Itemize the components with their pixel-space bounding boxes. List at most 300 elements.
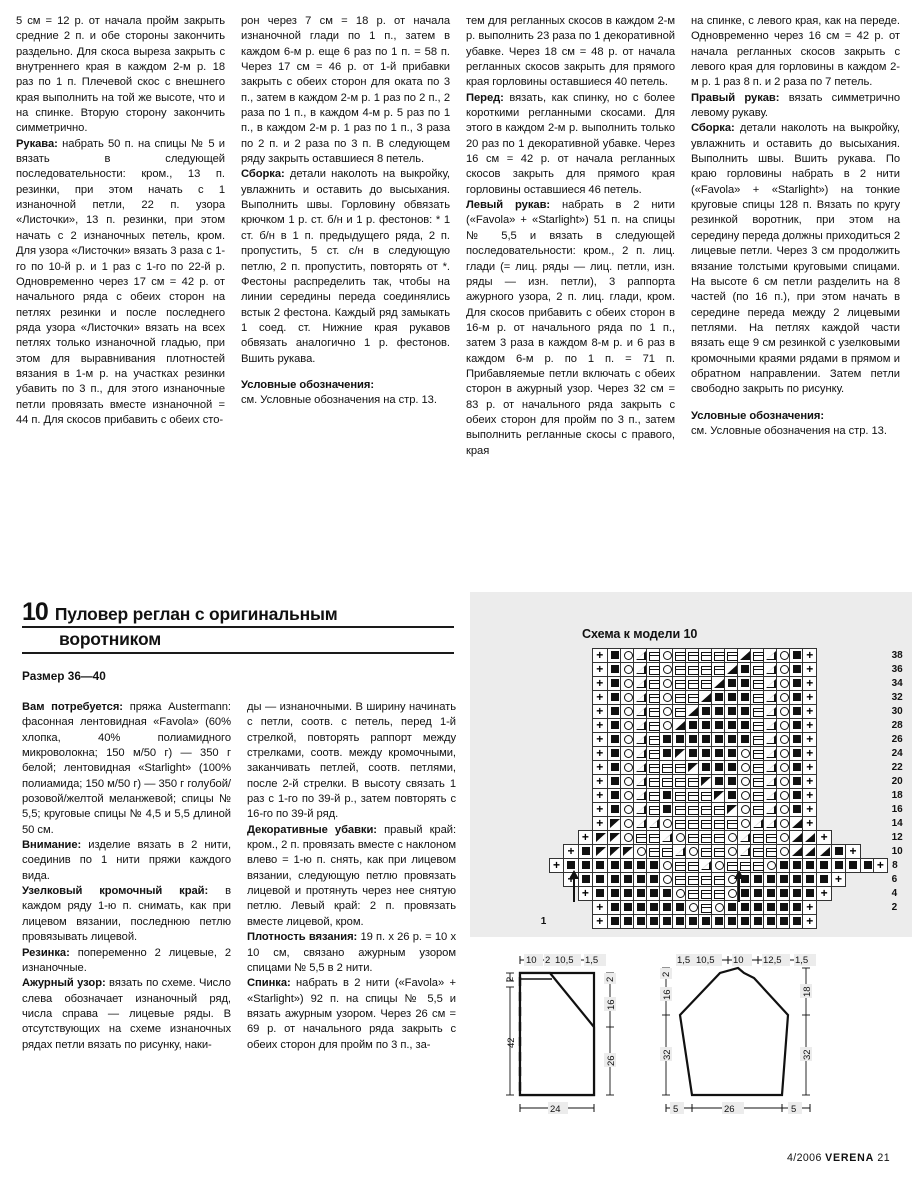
chart-cell-blk (698, 733, 711, 747)
chart-cell-blk (860, 859, 873, 873)
chart-cell-empty (846, 887, 860, 901)
sleeve-top-label-1: 10,5 (696, 955, 715, 966)
chart-cell-blk (607, 803, 620, 817)
chart-cell-o (776, 747, 789, 761)
chart-cell-plus (593, 747, 607, 761)
chart-cell-blk (802, 873, 816, 887)
chart-cell-plus (802, 761, 816, 775)
chart-cell-empty (817, 803, 831, 817)
legend-heading (241, 378, 450, 393)
chart-row-label-right: 32 (891, 692, 903, 703)
chart-cell-bar (750, 859, 763, 873)
chart-cell-blk (776, 901, 789, 915)
chart-cell-tfl (724, 663, 737, 677)
chart-cell-blk (659, 915, 672, 929)
chart-cell-o (620, 677, 633, 691)
paragraph-text: 5 см = 12 р. от начала пройм закрыть средние 2 п. и обе стороны закончить раздельно. Для скоса выреза закрыть с внутреннего края в каждом 2-м р. 18 раз по 1 п. Плечевой скос с внешнего края выполнить на той же высоте, что и на спинке. Вторую сторону закончить симметрично. (16, 15, 225, 135)
chart-cell-empty (860, 789, 873, 803)
chart-cell-bar (685, 873, 698, 887)
chart-cell-trr (633, 691, 646, 705)
chart-cell-blk (607, 761, 620, 775)
chart-cell-bar (633, 831, 646, 845)
chart-cell-blk (607, 747, 620, 761)
chart-cell-o (776, 733, 789, 747)
chart-cell-empty (846, 775, 860, 789)
chart-cell-trr (763, 747, 776, 761)
chart-cell-blk (789, 901, 802, 915)
chart-cell-blk (698, 705, 711, 719)
chart-cell-bar (672, 677, 685, 691)
chart-row-label-left (532, 901, 549, 915)
chart-cell-bar (672, 817, 685, 831)
chart-cell-plus (593, 817, 607, 831)
chart-cell-trr (633, 775, 646, 789)
chart-cell-empty (873, 719, 887, 733)
chart-cell-o (776, 845, 789, 859)
chart-cell-blk (607, 775, 620, 789)
schematic-svg (470, 935, 912, 1135)
chart-cell-o (659, 817, 672, 831)
chart-cell-empty (549, 775, 563, 789)
chart-cell-plus (873, 859, 887, 873)
chart-cell-trr (737, 831, 750, 845)
paragraph-lead: Внимание: (22, 839, 82, 852)
chart-cell-empty (549, 789, 563, 803)
chart-cell-o (685, 845, 698, 859)
chart-cell-blk (789, 859, 802, 873)
chart-row-label-right: 18 (891, 790, 903, 801)
chart-cell-trr (672, 845, 685, 859)
chart-cell-plus (802, 733, 816, 747)
chart-row-label-left (532, 859, 549, 873)
chart-cell-trr (633, 803, 646, 817)
chart-cell-bar (672, 761, 685, 775)
chart-cell-tdr (593, 831, 607, 845)
chart-cell-tdr (685, 761, 698, 775)
chart-cell-o (776, 817, 789, 831)
chart-cell-plus (802, 747, 816, 761)
chart-row (532, 719, 912, 733)
chart-row (532, 761, 912, 775)
chart-cell-empty (549, 761, 563, 775)
chart-cell-trr (737, 845, 750, 859)
chart-cell-blk (698, 915, 711, 929)
chart-cell-o (776, 789, 789, 803)
chart-cell-empty (578, 761, 592, 775)
chart-cell-blk (672, 733, 685, 747)
model-title-line-1: Пуловер реглан с оригинальным (54, 604, 338, 624)
chart-cell-bar (672, 649, 685, 663)
chart-cell-bar (685, 649, 698, 663)
chart-cell-bar (763, 831, 776, 845)
chart-cell-empty (564, 719, 578, 733)
chart-cell-tfl (737, 649, 750, 663)
chart-cell-empty (564, 761, 578, 775)
chart-cell-empty (846, 663, 860, 677)
chart-cell-empty (831, 887, 845, 901)
chart-cell-blk (750, 887, 763, 901)
chart-cell-tdr (607, 831, 620, 845)
chart-cell-empty (846, 803, 860, 817)
chart-cell-blk (646, 859, 659, 873)
chart-cell-blk (831, 859, 845, 873)
chart-cell-blk (711, 705, 724, 719)
chart-cell-tdr (698, 775, 711, 789)
paragraph-lead: Сборка: (691, 122, 735, 135)
chart-cell-blk (698, 747, 711, 761)
chart-cell-bar (685, 859, 698, 873)
chart-cell-blk (711, 733, 724, 747)
chart-cell-bar (646, 705, 659, 719)
legend-heading-text: Условные обозначения: (691, 409, 825, 422)
chart-row-label-right: 8 (892, 860, 898, 871)
chart-cell-bar (750, 663, 763, 677)
chart-cell-trr (763, 705, 776, 719)
chart-row-label-left (532, 691, 549, 705)
back-top-label-3: 1,5 (585, 955, 599, 966)
chart-cell-empty (578, 719, 592, 733)
chart-cell-empty (831, 901, 845, 915)
chart-cell-empty (831, 817, 845, 831)
chart-cell-blk (607, 677, 620, 691)
chart-cell-plus (802, 789, 816, 803)
chart-cell-blk (776, 887, 789, 901)
sleeve-top-label-0: 1,5 (677, 955, 691, 966)
chart-cell-bar (646, 719, 659, 733)
chart-cell-bar (750, 747, 763, 761)
chart-cell-blk (659, 803, 672, 817)
chart-cell-trr (763, 733, 776, 747)
chart-cell-empty (564, 747, 578, 761)
chart-cell-empty (549, 747, 563, 761)
chart-row-label-right: 6 (891, 874, 898, 885)
chart-cell-empty (549, 817, 563, 831)
chart-cell-empty (873, 803, 887, 817)
chart-cell-blk (711, 691, 724, 705)
chart-cell-plus (593, 915, 607, 929)
chart-cell-blk (737, 705, 750, 719)
chart-cell-blk (633, 859, 646, 873)
model-heading-line-1 (22, 600, 454, 628)
legend-body (691, 424, 900, 439)
chart-cell-trr (763, 677, 776, 691)
chart-cell-empty (860, 803, 873, 817)
chart-cell-empty (846, 719, 860, 733)
chart-cell-blk (633, 887, 646, 901)
chart-cell-empty (831, 733, 845, 747)
chart-cell-o (620, 649, 633, 663)
chart-cell-o (659, 691, 672, 705)
chart-cell-tdr (672, 747, 685, 761)
chart-cell-blk (789, 915, 802, 929)
chart-cell-empty (831, 915, 845, 929)
legend-body (241, 393, 450, 408)
chart-row-label-right: 22 (891, 762, 903, 773)
chart-cell-blk (578, 873, 592, 887)
chart-cell-blk (737, 691, 750, 705)
chart-cell-blk (831, 845, 845, 859)
chart-cell-empty (873, 789, 887, 803)
model-text-column-2 (247, 700, 456, 1150)
chart-cell-blk (802, 887, 816, 901)
chart-cell-empty (860, 775, 873, 789)
chart-cell-bar (698, 845, 711, 859)
legend-heading (691, 409, 900, 424)
chart-cell-bar (724, 817, 737, 831)
model-number: 10 (22, 598, 48, 626)
sleeve-bottom-label-0: 5 (673, 1104, 679, 1115)
chart-cell-blk (817, 873, 831, 887)
chart-cell-bar (711, 803, 724, 817)
chart-cell-bar (698, 677, 711, 691)
chart-cell-o (620, 775, 633, 789)
chart-row (532, 747, 912, 761)
chart-cell-blk (737, 915, 750, 929)
paragraph-lead: Спинка: (247, 977, 291, 990)
paragraph-lead: Правый рукав: (691, 91, 780, 104)
chart-cell-bar (698, 831, 711, 845)
chart-row (532, 901, 912, 915)
chart-cell-o (776, 803, 789, 817)
paragraph (22, 946, 231, 977)
paragraph-text: вязать по схеме. Число слева обозначает изнаночный ряд, числа справа — лицевые ряды. В отсутствующих на схеме изнаночных рядах петли вязать по рисунку, наки- (22, 977, 231, 1051)
chart-cell-empty (860, 663, 873, 677)
chart-cell-bar (698, 803, 711, 817)
chart-cell-empty (564, 677, 578, 691)
chart-cell-bar (750, 719, 763, 733)
chart-cell-empty (831, 691, 845, 705)
chart-cell-blk (763, 915, 776, 929)
chart-cell-o (659, 719, 672, 733)
chart-cell-empty (831, 677, 845, 691)
chart-cell-bar (711, 831, 724, 845)
chart-cell-plus (593, 775, 607, 789)
chart-cell-bar (711, 873, 724, 887)
chart-cell-empty (873, 649, 887, 663)
paragraph (241, 14, 450, 167)
chart-cell-empty (817, 915, 831, 929)
chart-cell-blk (737, 733, 750, 747)
paragraph-lead: Левый рукав: (466, 199, 551, 212)
sleeve-top-label-3: 12,5 (763, 955, 782, 966)
chart-cell-empty (873, 831, 887, 845)
chart-cell-bar (672, 859, 685, 873)
chart-cell-blk (659, 733, 672, 747)
chart-cell-blk (789, 663, 802, 677)
paragraph (466, 14, 675, 91)
chart-cell-trr (633, 747, 646, 761)
chart-cell-empty (564, 775, 578, 789)
footer-issue: 4/2006 (786, 1152, 822, 1164)
chart-cell-empty (846, 705, 860, 719)
chart-cell-blk (750, 901, 763, 915)
chart-cell-tfl (789, 831, 802, 845)
chart-row-label-right (888, 915, 912, 929)
back-top-label-2: 10,5 (555, 955, 574, 966)
paragraph (22, 884, 231, 945)
back-bottom-label: 24 (550, 1104, 561, 1115)
chart-cell-empty (873, 775, 887, 789)
chart-cell-empty (564, 649, 578, 663)
chart-row (532, 705, 912, 719)
chart-cell-o (737, 775, 750, 789)
model-text-column-1 (22, 700, 231, 1150)
chart-cell-bar (659, 845, 672, 859)
paragraph (22, 838, 231, 884)
chart-cell-blk (737, 719, 750, 733)
chart-row-label-right: 34 (891, 678, 903, 689)
chart-cell-blk (646, 887, 659, 901)
chart-cell-blk (672, 915, 685, 929)
chart-cell-empty (831, 663, 845, 677)
chart-cell-blk (607, 859, 620, 873)
chart-cell-blk (737, 677, 750, 691)
chart-cell-empty (831, 789, 845, 803)
chart-cell-empty (564, 663, 578, 677)
chart-cell-plus (593, 649, 607, 663)
chart-cell-plus (593, 719, 607, 733)
chart-cell-plus (593, 663, 607, 677)
chart-row-label-left (532, 705, 549, 719)
chart-cell-bar (698, 887, 711, 901)
chart-cell-blk (802, 859, 816, 873)
chart-cell-empty (846, 915, 860, 929)
chart-cell-o (776, 663, 789, 677)
chart-cell-blk (672, 901, 685, 915)
chart-cell-empty (549, 649, 563, 663)
chart-cell-blk (607, 691, 620, 705)
sleeve-right-label-0: 18 (802, 986, 813, 997)
chart-cell-bar (698, 663, 711, 677)
chart-row-label-left (532, 719, 549, 733)
chart-cell-blk (607, 887, 620, 901)
chart-cell-tfl (789, 817, 802, 831)
chart-row-label-right: 28 (891, 720, 903, 731)
chart-cell-o (620, 733, 633, 747)
back-right-label-2: 26 (606, 1055, 617, 1066)
chart-cell-empty (817, 789, 831, 803)
sleeve-top-label-4: 1,5 (795, 955, 809, 966)
chart-cell-blk (711, 747, 724, 761)
chart-cell-bar (646, 831, 659, 845)
chart-cell-plus (802, 901, 816, 915)
chart-cell-bar (646, 775, 659, 789)
back-right-dimension-line (606, 973, 614, 1095)
chart-cell-blk (659, 887, 672, 901)
chart-cell-empty (564, 705, 578, 719)
chart-cell-o (737, 747, 750, 761)
sleeve-piece-outline (680, 968, 788, 1095)
chart-cell-empty (817, 775, 831, 789)
chart-cell-o (620, 803, 633, 817)
chart-cell-tdr (593, 845, 607, 859)
chart-row-label-left (532, 761, 549, 775)
text-column-1 (16, 14, 225, 574)
chart-cell-empty (846, 747, 860, 761)
chart-row (532, 817, 912, 831)
chart-cell-blk (724, 677, 737, 691)
chart-cell-blk (724, 747, 737, 761)
chart-row-label-right: 14 (891, 818, 903, 829)
chart-row (532, 887, 912, 901)
chart-cell-blk (685, 747, 698, 761)
chart-cell-bar (646, 761, 659, 775)
chart-cell-empty (578, 691, 592, 705)
chart-cell-o (620, 817, 633, 831)
paragraph-text: набрать в 2 нити («Favola» + «Starlight») 92 п. на спицы № 5,5 и вязать ажурным узором. Через 26 см = 69 р. от начального ряда закрыть с обеих сторон для пройм по 3 п., за- (247, 977, 456, 1051)
chart-cell-bar (646, 691, 659, 705)
chart-cell-blk (789, 887, 802, 901)
chart-cell-bar (724, 649, 737, 663)
chart-cell-bar (711, 663, 724, 677)
chart-cell-trr (633, 817, 646, 831)
chart-cell-blk (789, 719, 802, 733)
chart-row (532, 733, 912, 747)
chart-cell-blk (685, 719, 698, 733)
chart-row-label-left (532, 887, 549, 901)
chart-cell-empty (549, 873, 563, 887)
chart-cell-blk (646, 915, 659, 929)
chart-cell-trr (633, 663, 646, 677)
paragraph-text: пряжа Austermann: фасонная лентовидная «Favola» (60% хлопка, 40% полиамидного микроволокна; 150 м/50 г) — 350 г белой; лентовидная «Starlight» (100% полиамида; 150 м/50 г) — 350 г голубой/розовой/желтой меланжевой; спицы № 5,5; круговые спицы № 4,5 и 5,5 длиной 50 см. (22, 701, 231, 836)
chart-cell-empty (831, 649, 845, 663)
paragraph-lead: Декоративные убавки: (247, 823, 377, 836)
chart-cell-empty (846, 733, 860, 747)
chart-cell-empty (578, 901, 592, 915)
chart-cell-bar (672, 663, 685, 677)
chart-cell-plus (578, 887, 592, 901)
chart-cell-blk (578, 845, 592, 859)
chart-cell-bar (659, 775, 672, 789)
chart-cell-blk (698, 761, 711, 775)
chart-cell-blk (724, 719, 737, 733)
chart-cell-empty (873, 761, 887, 775)
paragraph-text: тем для регланных скосов в каждом 2-м р. выполнить 23 раза по 1 декоративной убавке. Через 18 см = 48 р. от начала регланных скосов закрыть для прямого края горловины оставшиеся 40 петель. (466, 15, 675, 89)
chart-cell-plus (802, 705, 816, 719)
chart-cell-empty (817, 649, 831, 663)
chart-cell-empty (873, 747, 887, 761)
chart-cell-blk (633, 873, 646, 887)
chart-cell-empty (860, 733, 873, 747)
legend-body-text: см. Условные обозначения на стр. 13. (241, 394, 437, 407)
sleeve-left-label-2: 32 (662, 1049, 673, 1060)
chart-cell-trr (633, 733, 646, 747)
chart-cell-plus (564, 845, 578, 859)
chart-row (532, 677, 912, 691)
chart-row (532, 845, 912, 859)
chart-cell-blk (607, 649, 620, 663)
chart-cell-empty (831, 831, 845, 845)
chart-cell-bar (685, 691, 698, 705)
chart-cell-blk (593, 859, 607, 873)
chart-cell-empty (817, 761, 831, 775)
paragraph (247, 930, 456, 976)
chart-cell-o (659, 649, 672, 663)
model-heading-line-2 (22, 628, 454, 654)
chart-cell-bar (750, 789, 763, 803)
chart-cell-o (737, 803, 750, 817)
chart-cell-blk (633, 901, 646, 915)
chart-cell-blk (698, 719, 711, 733)
chart-cell-empty (846, 789, 860, 803)
chart-cell-tfl (711, 677, 724, 691)
chart-cell-empty (578, 733, 592, 747)
chart-cell-empty (817, 817, 831, 831)
chart-cell-empty (846, 817, 860, 831)
chart-row-label-right: 24 (891, 748, 903, 759)
chart-cell-tfl (698, 691, 711, 705)
chart-cell-blk (763, 887, 776, 901)
